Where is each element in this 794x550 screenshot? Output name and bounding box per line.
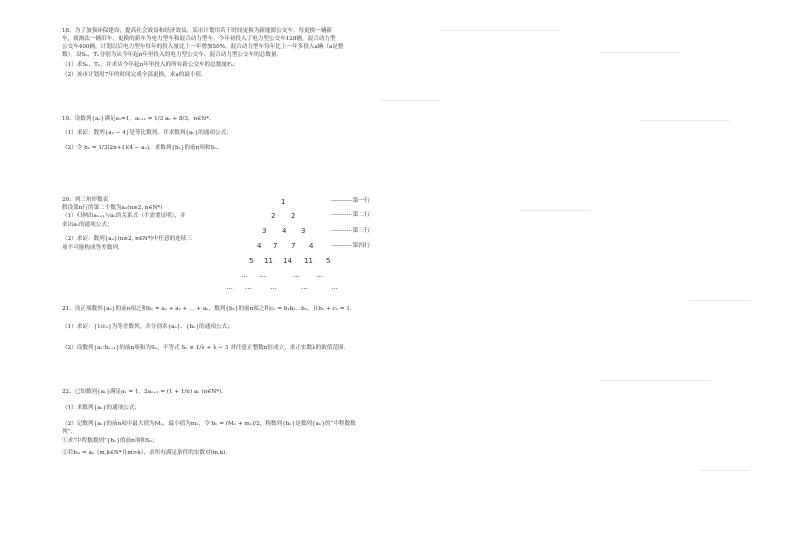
q19-part-1: （1）求证：数列{aₙ − 4}是等比数列，并求数列{aₙ}的通项公式；	[62, 130, 232, 136]
q19-part-2: （2）令 bₙ = 1/3(2n+1)(4 − aₙ)，求数列{bₙ}的前n项和Sₙ.	[62, 145, 219, 151]
q21-part-1: （1）求证：{1/cₙ}为等差数列，并分别求{aₙ}、{bₙ}的通项公式；	[62, 324, 233, 330]
q18-text-line-2: 车，就淘汰一辆旧车，更换的新车为电力型车和混合动力型车。今年初投入了电力型公交车128辆，混合动力型	[62, 36, 336, 42]
triangle-row-5-item-5: 5	[326, 257, 331, 265]
triangle-row-7-item-4: …	[301, 283, 308, 291]
triangle-row-3-item-2: 4	[282, 227, 287, 235]
triangle-row-2-item-2: 2	[291, 212, 296, 220]
triangle-row-6-item-3: …	[293, 271, 300, 279]
triangle-row-3-item-3: 3	[301, 227, 306, 235]
q22-part-2-continued: 列”.	[62, 429, 73, 435]
triangle-row-5-item-1: 5	[249, 257, 254, 265]
triangle-row-5-item-4: 11	[304, 257, 313, 265]
triangle-row-5-item-3: 14	[283, 257, 292, 265]
q22-text-line-1: 22、已知数列{aₙ}满足a₁ = 1，2aₙ₊₁ = (1 + 1/n) aₙ (n∈N*).	[62, 389, 223, 395]
triangle-row-6-item-2: …	[259, 271, 266, 279]
triangle-row-1-item-1: 1	[281, 198, 286, 206]
row-label-3: -----------第三行	[331, 228, 370, 234]
triangle-row-7-item-5: …	[331, 283, 338, 291]
q20-text-line-5: （2）求证：数列{aₙ}(n≥2, n∈N*)中任意的连续三	[62, 236, 192, 242]
q21-part-2: （2）设数列{aₙ·bₙ₊₁}的前n项和为Sₙ，不等式 Sₙ ≥ 1/λ + λ − 3 对任意正整数n恒成立，求正实数λ的取值范围.	[62, 345, 346, 351]
q20-text-line-3: （1）归纳出aₙ₊₁与aₙ的关系式（不需要证明），并	[62, 213, 186, 219]
q18-text-line-1: 18、为了加强环保建设，提高社会效益和经济效益，某市计划用若干时间更换为新能源公交车。每更换一辆新	[62, 28, 333, 34]
triangle-row-4-item-1: 4	[257, 242, 262, 250]
q22-part-2: （2）记数列{aₙ}的前n项中最大值为Mₙ，最小值为mₙ，令 bₙ = (Mₙ + mₙ)/2，称数列{bₙ}是数列{aₙ}的“中程数数	[62, 421, 356, 427]
row-label-4: -----------第四行	[331, 243, 370, 249]
triangle-row-4-item-2: 7	[273, 242, 278, 250]
triangle-row-6-item-1: …	[241, 271, 248, 279]
triangle-row-7-item-2: …	[245, 283, 252, 291]
q18-part-2: （2）该市计划用7年的时间完成全部更换，求a的最小值.	[62, 72, 203, 78]
triangle-row-5-item-2: 11	[264, 257, 273, 265]
triangle-row-3-item-1: 3	[262, 227, 267, 235]
row-label-1: -----------第一行	[331, 198, 370, 204]
q20-text-line-1: 20、列三角形数表	[62, 197, 109, 203]
triangle-row-4-item-3: 7	[291, 242, 296, 250]
q22-subpart-2: ②若bₘ = aₖ（m,k∈N*且m>k），求所有满足条件的实数对(m,k).	[62, 450, 228, 456]
q22-subpart-1: ①求“中程数数列”{bₙ}的前n项和Sₙ；	[62, 438, 158, 444]
q20-text-line-4: 求出aₙ的通项公式；	[62, 222, 113, 228]
triangle-row-7-item-1: …	[226, 283, 233, 291]
q19-text-line-1: 19、设数列{aₙ}满足a₁=1，aₙ₊₁ = 1/3 aₙ + 8/3，n∈N*.	[62, 116, 211, 122]
q22-part-1: （1）求数列{aₙ}的通项公式；	[62, 405, 140, 411]
q18-text-line-3: 公交车400辆，计划以后电力型车每年的投入量比上一年增加50%，混合动力型车每年比上一年多投入a辆（a是整	[62, 44, 344, 50]
q20-text-line-6: 项不可能构成等差数列.	[62, 245, 120, 251]
row-label-2: -----------第二行	[331, 212, 370, 218]
q18-part-1: （1）求Sₙ，Tₙ，并求从今年起n年里投入的所有新公交车的总数量Fₙ；	[62, 62, 239, 68]
q21-text-line-1: 21、设正项数列{aₙ}的前n项之和bₙ = a₁ + a₂ + … + aₙ，数列{bₙ}的前n项之积cₙ = b₁b₂…bₙ，且bₙ + cₙ = 1.	[62, 306, 352, 312]
triangle-row-7-item-3: …	[270, 283, 277, 291]
triangle-row-2-item-1: 2	[271, 212, 276, 220]
triangle-row-6-item-4: …	[316, 271, 323, 279]
q18-text-line-4: 数）。设Sₙ，Tₙ分别为从今年起n年里投入的电力型公交车、混合动力型公交车的总数量.	[62, 52, 279, 58]
triangle-row-4-item-4: 4	[309, 242, 314, 250]
q20-text-line-2: 假设第n行的第二个数为aₙ(n≥2, n∈N*)	[62, 205, 163, 211]
